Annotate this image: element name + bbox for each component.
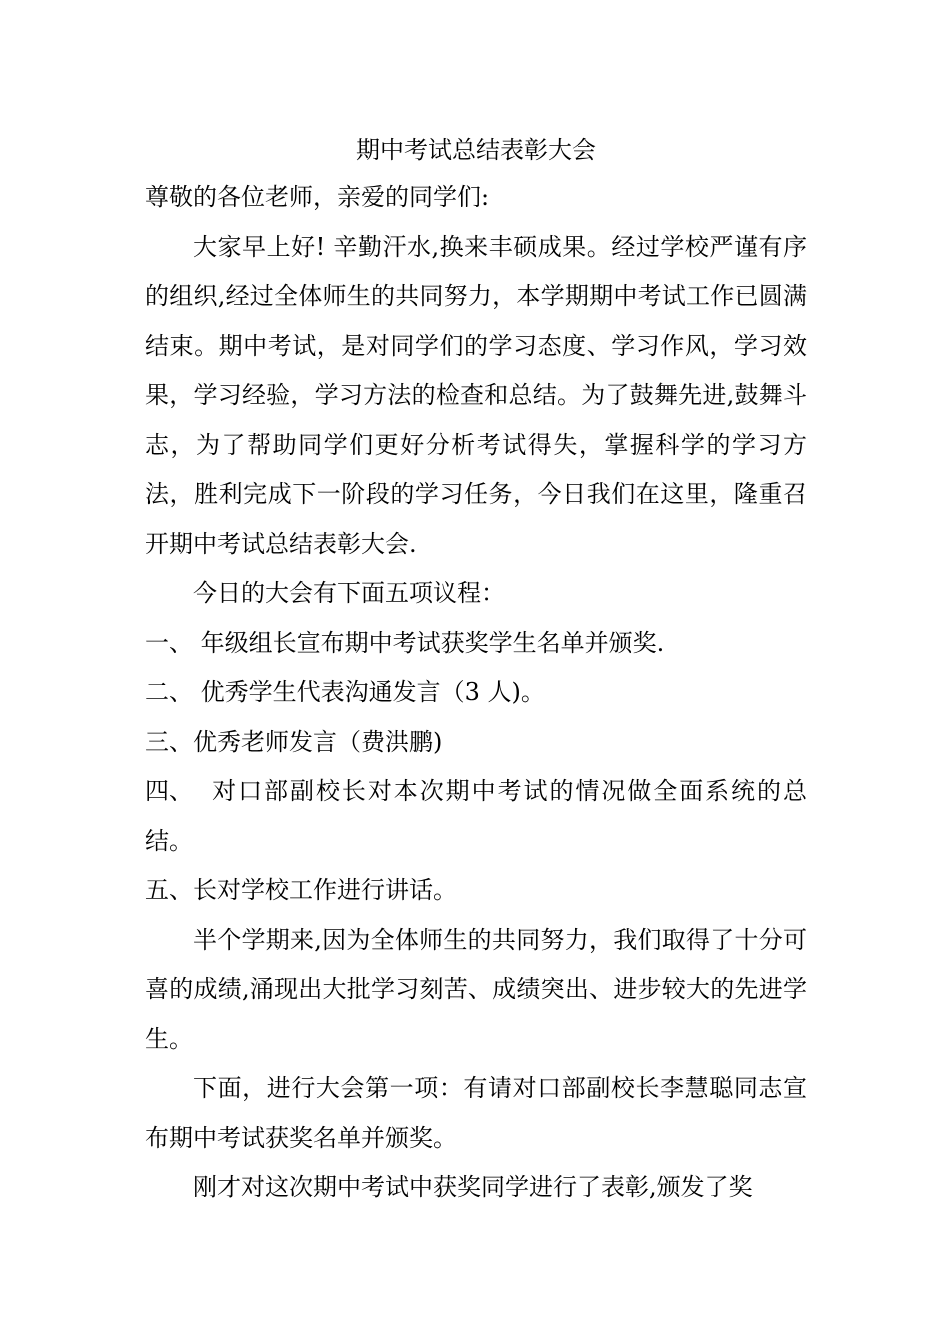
- paragraph-closing: 刚才对这次期中考试中获奖同学进行了表彰,颁发了奖: [193, 1173, 753, 1201]
- paragraph-first-item: 下面，进行大会第一项：有请对口部副校长李慧聪同志宣布期中考试获奖名单并颁奖。: [145, 1074, 807, 1152]
- document-body: [145, 128, 807, 1213]
- agenda-item-text: 长对学校工作进行讲话。: [193, 876, 457, 904]
- agenda-item-number: 四、: [145, 777, 193, 805]
- salutation: 尊敬的各位老师，亲爱的同学们:: [145, 183, 490, 211]
- agenda-intro: 今日的大会有下面五项议程：: [193, 579, 505, 607]
- agenda-item-3: [145, 718, 807, 768]
- agenda-item-text: 优秀学生代表沟通发言（3 人)。: [193, 678, 545, 706]
- agenda-item-4: [145, 767, 807, 866]
- paragraph-opening: 大家早上好! 辛勤汗水,换来丰硕成果。经过学校严谨有序的组织,经过全体师生的共同努力，本学期期中考试工作已圆满结束。期中考试，是对同学们的学习态度、学习作风，学习效果，学习经验，学习方法的检查和总结。为了鼓舞先进,鼓舞斗志，为了帮助同学们更好分析考试得失，掌握科学的学习方法，胜利完成下一阶段的学习任务，今日我们在这里，隆重召开期中考试总结表彰大会.: [145, 232, 807, 558]
- agenda-item-5: [145, 866, 807, 916]
- document-title: 期中考试总结表彰大会: [356, 136, 596, 164]
- agenda-item-text: 优秀老师发言（费洪鹏): [193, 727, 443, 756]
- agenda-item-number: 五、: [145, 876, 193, 904]
- agenda-item-1: [145, 619, 807, 669]
- agenda-item-text: 年级组长宣布期中考试获奖学生名单并颁奖.: [193, 628, 665, 657]
- agenda-item-number: 二、: [145, 678, 193, 706]
- agenda-item-number: 三、: [145, 727, 193, 756]
- agenda-item-2: [145, 668, 807, 718]
- agenda-item-text: 对口部副校长对本次期中考试的情况做全面系统的总结。: [145, 777, 807, 855]
- paragraph-achievement: 半个学期来,因为全体师生的共同努力，我们取得了十分可喜的成绩,涌现出大批学习刻苦、成绩突出、进步较大的先进学生。: [145, 925, 807, 1053]
- agenda-item-number: 一、: [145, 628, 193, 657]
